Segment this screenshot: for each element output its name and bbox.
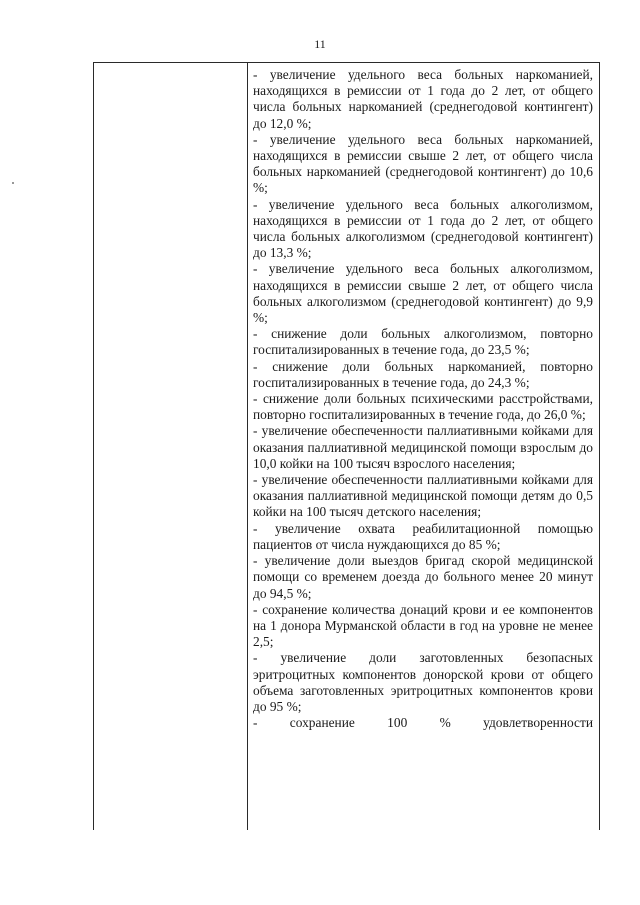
list-item: - увеличение обеспеченности паллиативными койками для оказания паллиативной медицинской помощи детям до 0,5 койки на 100 тысяч детского населения; bbox=[253, 472, 593, 520]
list-item: - увеличение обеспеченности паллиативными койками для оказания паллиативной медицинской помощи взрослым до 10,0 койки на 100 тысяч взрослого населения; bbox=[253, 423, 593, 471]
document-table bbox=[93, 62, 600, 830]
list-item: - увеличение охвата реабилитационной помощью пациентов от числа нуждающихся до 85 %; bbox=[253, 520, 593, 552]
list-item: - увеличение удельного веса больных наркоманией, находящихся в ремиссии от 1 года до 2 лет, от общего числа больных наркоманией (среднегодовой контингент) до 12,0 %; bbox=[253, 67, 593, 131]
list-item: - снижение доли больных алкоголизмом, повторно госпитализированных в течение года, до 23,5 %; bbox=[253, 326, 593, 358]
scan-artifact bbox=[12, 182, 14, 184]
list-item: - сохранение количества донаций крови и ее компонентов на 1 донора Мурманской области в год на уровне не менее 2,5; bbox=[253, 601, 593, 650]
list-item: - увеличение удельного веса больных наркоманией, находящихся в ремиссии свыше 2 лет, от общего числа больных наркоманией (среднегодовой контингент) до 10,6 %; bbox=[253, 131, 593, 196]
list-item: - увеличение доли заготовленных безопасных эритроцитных компонентов донорской крови от общего объема заготовленных эритроцитных компонентов крови до 95 %; bbox=[253, 650, 593, 714]
list-item: - увеличение удельного веса больных алкоголизмом, находящихся в ремиссии от 1 года до 2 лет, от общего числа больных алкоголизмом (среднегодовой контингент) до 13,3 %; bbox=[253, 196, 593, 261]
page-number: 11 bbox=[314, 37, 326, 51]
list-item: - увеличение доли выездов бригад скорой медицинской помощи со временем доезда до больного менее 20 минут до 94,5 %; bbox=[253, 553, 593, 601]
list-item: - сохранение 100 % удовлетворенности bbox=[253, 715, 593, 731]
list-item: - снижение доли больных психическими расстройствами, повторно госпитализированных в течение года, до 26,0 %; bbox=[253, 391, 593, 423]
table-right-cell bbox=[248, 63, 599, 830]
list-item: - увеличение удельного веса больных алкоголизмом, находящихся в ремиссии свыше 2 лет, от общего числа больных алкоголизмом (среднегодовой контингент) до 9,9 %; bbox=[253, 261, 593, 326]
table-left-cell bbox=[94, 63, 248, 830]
list-item: - снижение доли больных наркоманией, повторно госпитализированных в течение года, до 24,3 %; bbox=[253, 358, 593, 390]
